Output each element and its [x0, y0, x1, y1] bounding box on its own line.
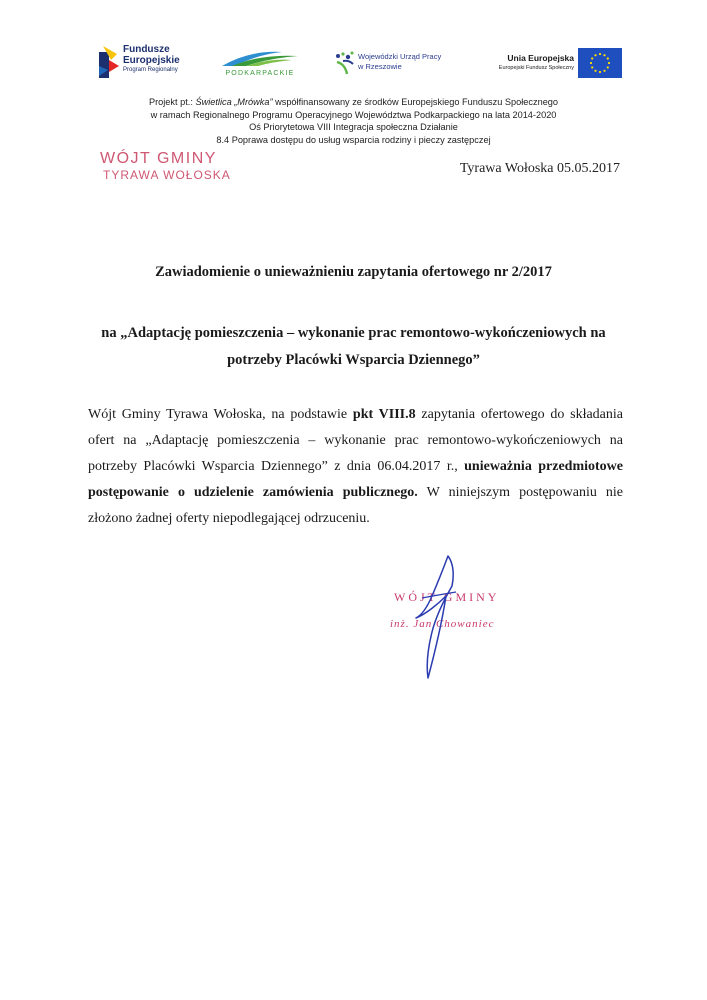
- unia-europejska-logo: [488, 48, 622, 82]
- document-title: Zawiadomienie o unieważnieniu zapytania ofertowego nr 2/2017: [155, 264, 552, 280]
- body-paragraph: Wójt Gminy Tyrawa Wołoska, na podstawie pkt VIII.8 zapytania ofertowego do składania ofert na „Adaptację pomieszczenia – wykonanie prac remontowo-wykończeniowych na potrzeby Placówki Wsparcia Dziennego” z dnia 06.04.2017 r., unieważnia przedmiotowe postępowanie o udzielenie zamówienia publicznego. W niniejszym postępowaniu nie złożono żadnej oferty niepodlegającej odrzuceniu.: [88, 407, 623, 526]
- wup-line1: Wojewódzki Urząd Pracy: [358, 52, 442, 61]
- subject-line1: na „Adaptację pomieszczenia – wykonanie prac remontowo-wykończeniowych na: [101, 325, 606, 341]
- signature-stamp-title: WÓJT GMINY: [394, 590, 500, 604]
- podkarpackie-hills-icon: [220, 48, 300, 68]
- eu-flag-icon: [578, 48, 622, 78]
- ue-line2: Europejski Fundusz Społeczny: [498, 65, 574, 71]
- wup-logo: [333, 48, 463, 82]
- handwritten-signature: [392, 552, 470, 682]
- wojt-stamp: [100, 149, 231, 182]
- project-line-3: Oś Priorytetowa VIII Integracja społeczna Działanie: [249, 122, 458, 132]
- fundusze-line3: Program Regionalny: [123, 67, 178, 73]
- wup-line2: w Rzeszowie: [358, 62, 402, 71]
- signature-stamp-name: inż. Jan Chowaniec: [390, 618, 495, 630]
- document-subject: [60, 320, 647, 374]
- project-line-4: 8.4 Poprawa dostępu do usług wsparcia rodziny i pieczy zastępczej: [216, 134, 491, 145]
- subject-line2: potrzeby Placówki Wsparcia Dziennego”: [227, 352, 480, 368]
- project-title: Świetlica „Mrówka”: [195, 97, 273, 107]
- project-line-2: w ramach Regionalnego Programu Operacyjnego Województwa Podkarpackiego na lata 2014-2020: [150, 109, 557, 120]
- fundusze-line2: Europejskie: [123, 55, 180, 66]
- ue-line1: Unia Europejska: [507, 53, 574, 63]
- fundusze-europejskie-emblem-icon: [99, 46, 119, 78]
- podkarpackie-label: PODKARPACKIE: [225, 70, 295, 77]
- fundusze-line1: Fundusze: [123, 44, 170, 55]
- fundusze-europejskie-logo: [99, 44, 194, 84]
- project-line-1: Projekt pt.: Świetlica „Mrówka” współfinansowany ze środków Europejskiego Funduszu Społecznego: [148, 97, 559, 107]
- stamp-line2: TYRAWA WOŁOSKA: [103, 168, 231, 182]
- project-info: [70, 96, 637, 146]
- podkarpackie-logo: [214, 48, 304, 82]
- legal-basis: pkt VIII.8: [352, 407, 416, 422]
- annulment-statement: unieważnia przedmiotowe postępowanie o udzielenie zamówienia publicznego.: [88, 459, 623, 500]
- stamp-line1: WÓJT GMINY: [100, 150, 217, 167]
- document-date: Tyrawa Wołoska 05.05.2017: [459, 161, 620, 176]
- wup-emblem-icon: [333, 50, 355, 76]
